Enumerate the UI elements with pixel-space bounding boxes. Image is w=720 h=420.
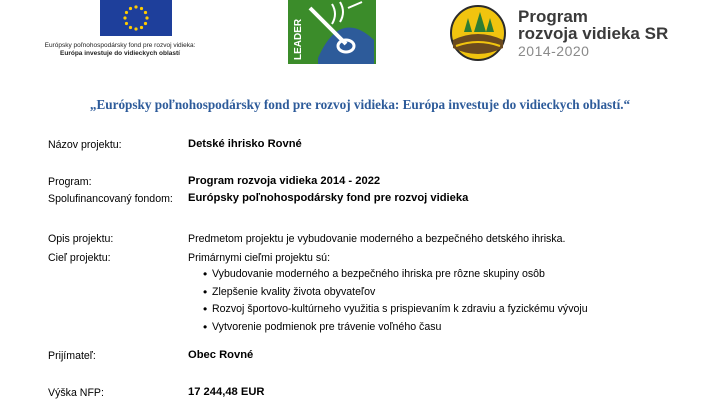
goal-text: Rozvoj športovo-kultúrneho využitia s prispievaním k zdraviu a fyzickému vývoju bbox=[212, 303, 588, 315]
project-name: Detské ihrisko Rovné bbox=[188, 138, 302, 150]
headline: „Európsky poľnohospodársky fond pre rozvoj vidieka: Európa investuje do vidieckych oblastí.“ bbox=[89, 97, 631, 112]
program-label: Program: bbox=[48, 176, 92, 188]
goal-item bbox=[188, 286, 588, 304]
eu-flag-icon bbox=[100, 0, 172, 36]
goal-item bbox=[188, 268, 588, 286]
eu-caption-line2: Európa investuje do vidieckych oblastí bbox=[60, 50, 180, 57]
nfp-value: 17 244,48 EUR bbox=[188, 386, 265, 398]
goal-label: Cieľ projektu: bbox=[48, 252, 111, 264]
recipient-value: Obec Rovné bbox=[188, 349, 254, 361]
goal-intro: Primárnymi cieľmi projektu sú: bbox=[188, 252, 331, 264]
program-value: Program rozvoja vidieka 2014 - 2022 bbox=[188, 175, 381, 187]
prv-years: 2014-2020 bbox=[518, 43, 590, 59]
prv-title bbox=[518, 8, 718, 59]
fund-label: Spolufinancovaný fondom: bbox=[48, 193, 173, 205]
fund-value: Európsky poľnohospodársky fond pre rozvoj vidieka bbox=[188, 192, 469, 204]
goal-text: Vybudovanie moderného a bezpečného ihriska pre rôzne skupiny osôb bbox=[212, 268, 545, 280]
description-label: Opis projektu: bbox=[48, 233, 114, 245]
leader-logo bbox=[288, 0, 376, 64]
project-name-label: Názov projektu: bbox=[48, 139, 122, 151]
goal-item bbox=[188, 303, 588, 321]
leader-text: LEADER bbox=[293, 18, 304, 60]
prv-line2: rozvoja vidieka SR bbox=[518, 24, 669, 43]
prv-line1: Program bbox=[518, 7, 588, 26]
nfp-label: Výška NFP: bbox=[48, 387, 104, 399]
goal-item bbox=[188, 321, 588, 339]
goal-text: Vytvorenie podmienok pre trávenie voľného času bbox=[212, 320, 442, 333]
goals-list bbox=[188, 268, 588, 338]
goal-text: Zlepšenie kvality života obyvateľov bbox=[212, 285, 376, 298]
recipient-label: Prijímateľ: bbox=[48, 350, 96, 362]
eu-caption-line1: Európsky poľnohospodársky fond pre rozvoj vidieka: bbox=[44, 42, 196, 49]
eu-logo-block bbox=[20, 0, 220, 60]
description-value: Predmetom projektu je vybudovanie moderného a bezpečného detského ihriska. bbox=[188, 233, 566, 245]
eu-caption bbox=[20, 42, 220, 58]
prv-emblem-icon bbox=[448, 4, 508, 62]
